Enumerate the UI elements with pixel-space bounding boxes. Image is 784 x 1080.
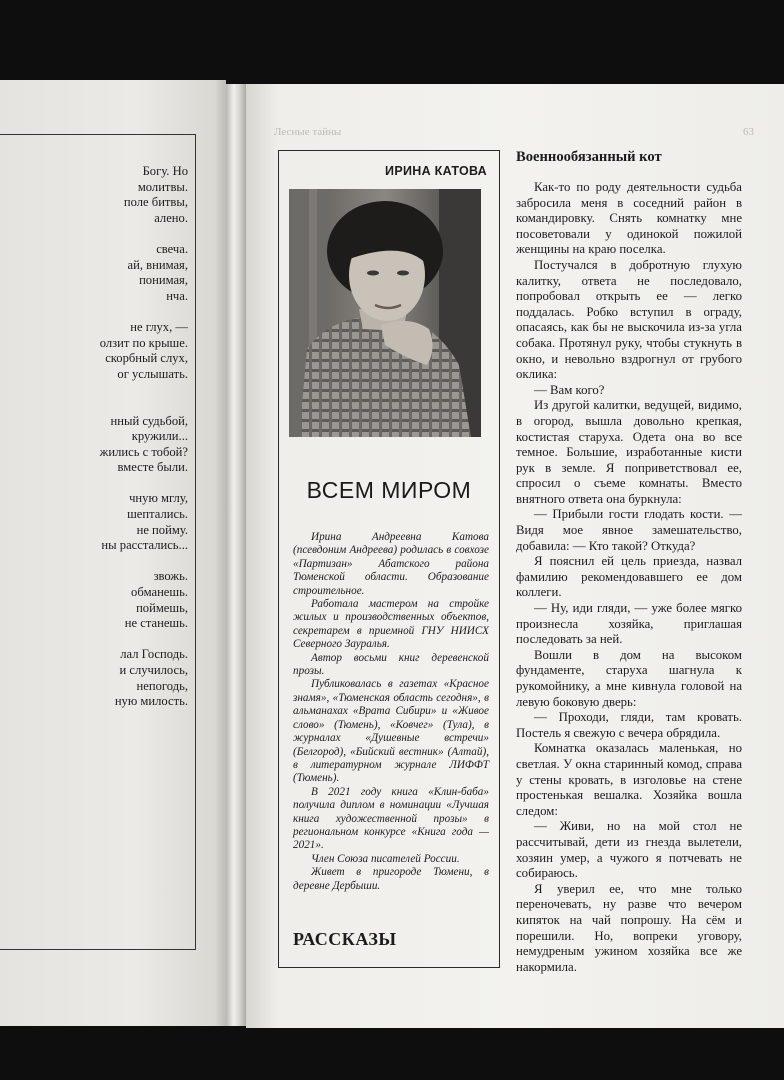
stories-label: РАССКАЗЫ [293,929,397,949]
story-paragraph: Я пояснил ей цель приезда, назвал фамилию рекомендовавшего ее дом коллеги. [516,554,742,600]
poem-line: олзит по крыше. [99,335,188,350]
poem-line: вместе были. [117,460,188,475]
bio-paragraph: В 2021 году книга «Клин-баба» получила диплом в номинации «Лучшая книга художественной прозы» в региональном конкурсе «Книга года — 2021». [293,785,489,852]
author-box [278,150,500,968]
poem-line [0,632,188,648]
poem-line: не пойму. [136,522,188,537]
poem-line: алено. [154,210,188,225]
poem-line [0,226,188,242]
poem-line: ог услышать. [117,366,188,381]
bio-paragraph: Ирина Андреевна Катова (псевдоним Андреева) родилась в совхозе «Партизан» Абатского района Тюменской области. Образование строительное. [293,531,489,597]
bio-paragraph: Автор восьми книг деревенской прозы. [293,651,489,678]
bio-paragraph: Живет в пригороде Тюмени, в деревне Дербыши. [293,866,489,892]
poem-line: непогодь, [136,678,188,693]
story-paragraph: Вошли в дом на высоком фундаменте, старуха шагнула к рукомойнику, а мне кивнула головой на левую боковую дверь: [516,647,742,709]
poem-line: кружили... [131,429,188,444]
story-paragraph: — Ну, иди гляди, — уже более мягко произнесла хозяйка, приглашая последовать за ней. [516,601,742,647]
story-paragraph: Я уверил ее, что мне только переночевать, ну разве что вечером кипяток на чай попрошу. На сём и порешили. Но, вопреки уговору, немудреным ужином хозяйка все же накормила. [516,881,742,974]
poem-line: ную милость. [114,694,188,709]
poem-line: скорбный слух, [105,351,188,366]
story-text [516,180,742,975]
author-portrait-image [289,189,481,437]
poem-line: шептались. [127,507,188,522]
bio-paragraph: Работала мастером на стройке жилых и производственных объектов, секретарем в приемной ГНУ НИИСХ Северного Зауралья. [293,598,489,651]
bio-paragraph: Публиковалась в газетах «Красное знамя», «Тюменская область сегодня», в альманахах «Врата Сибири» и «Живое слово» (Тюмень), «Ковчег» (Тула), в журналах «Душевные встречи» (Белгород), «Бийский вестник» (Алтай), в литературном журнале ЛИФФТ (Тюмень). [293,678,489,785]
poem-line: лал Господь. [120,647,188,662]
poem-line [0,554,188,570]
author-bio [293,531,489,893]
poem-line: понимая, [139,273,188,288]
running-header: Лесные тайны [274,126,342,138]
story-paragraph: Постучался в добротную глухую калитку, ответа не последовало, попробовал открыть ее — легко поддалась. Робко вступил в ограду, опасаясь, как бы не выскочила из-за угла собака. Протянул руку, чтобы стукнуть в окно, и невольно вздрогнул от грубого оклика: [516,257,742,382]
story-paragraph: — Живи, но на мой стол не рассчитывай, дети из гнезда вылетели, хозяин умер, а чужого я потчевать не собираюсь. [516,819,742,881]
poem-line: нча. [166,288,188,303]
poem-line: поймешь, [136,600,188,615]
story-paragraph: — Вам кого? [534,382,605,397]
poem-line: жились с тобой? [99,444,188,459]
poem-line [0,382,188,398]
right-page [246,84,784,1028]
left-page-poem [0,164,188,710]
bio-paragraph: Член Союза писателей России. [311,852,460,865]
poem-line: молитвы. [137,179,188,194]
story-paragraph: Из другой калитки, ведущей, видимо, в огород, вышла довольно крепкая, костистая старуха. Одета она во все темное. Большие, изработанные кисти рук в земле. Я поприветствовал ее, спросил о съеме комнаты. Вместо внятного ответа она буркнула: [516,398,742,506]
story-paragraph: Как-то по роду деятельности судьба забросила меня в соседний район в командировку. Снять комнатку мне посоветовали у одинокой пожилой женщины на краю поселка. [516,180,742,257]
story-title: Военнообязанный кот [516,149,662,165]
poem-line: нный судьбой, [110,413,188,428]
poem-line [0,398,188,414]
poem-line: поле битвы, [123,195,188,210]
poem-line: не станешь. [124,616,188,631]
poem-line: не глух, — [130,319,188,334]
story-paragraph: — Прибыли гости глодать кости. — Видя мое явное замешательство, добавила: — Кто такой? Откуда? [516,507,742,553]
left-page [0,80,226,1026]
story-paragraph: — Проходи, гляди, там кровать. Постель я свежую с вечера обрядила. [516,710,742,740]
author-photo [289,189,481,437]
poem-line [0,304,188,320]
poem-line: обманешь. [131,585,188,600]
poem-line: чную мглу, [129,491,188,506]
story-paragraph: Комнатка оказалась маленькая, но светлая. У окна старинный комод, справа у стены кровать, в изголовье на стене простенькая вешалка. Хозяйка вошла следом: [516,741,742,818]
poem-line [0,476,188,492]
book-spine [226,84,248,1026]
poem-line: Богу. Но [142,164,188,178]
poem-line: свеча. [156,241,188,256]
poem-line: ны расстались... [101,538,188,553]
poem-line: и случилось, [119,663,188,677]
section-title: ВСЕМ МИРОМ [306,477,472,503]
poem-line: ай, внимая, [127,257,188,272]
author-name: ИРИНА КАТОВА [385,164,487,178]
page-number: 63 [743,126,754,138]
poem-line: звожь. [153,569,188,584]
